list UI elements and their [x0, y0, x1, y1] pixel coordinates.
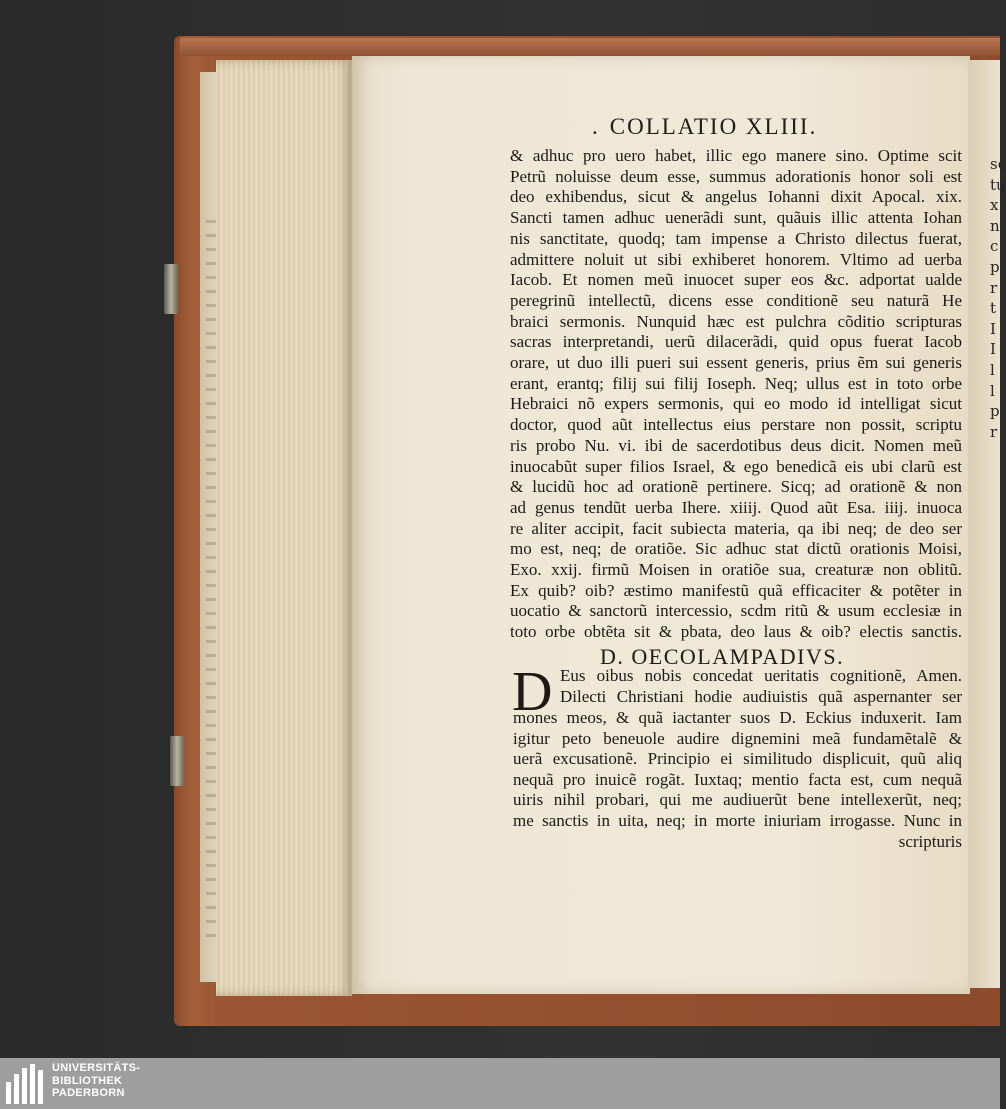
text-line: orare, ut duo illi pueri sui essent generis, prius ẽm sui generis: [510, 353, 962, 373]
text-line: Ex quib? oib? æstimo manifestũ quã efficaciter & potẽter in: [510, 580, 962, 600]
drop-initial: D: [512, 661, 553, 723]
cover-top-edge: [180, 38, 1000, 56]
heading-prefix: .: [592, 114, 600, 139]
library-name-line2: BIBLIOTHEK: [52, 1074, 123, 1087]
text-line: ad genus tendũt uerba Ihere. xiiij. Quod aũt Esa. iiij. inuoca: [510, 497, 962, 517]
text-line: erant, erantq; filij sui filij Ioseph. Neq; ullus est in toto orbe: [510, 373, 962, 393]
text-line: & lucidũ hoc ad orationẽ pertinere. Sicq; ad orationẽ & non: [510, 477, 962, 497]
section-text: [513, 708, 962, 832]
text-line: uocatio & sanctorũ intercessio, scdm ritũ & usum ecclesiæ in: [510, 601, 962, 621]
footer-bar: [0, 1058, 1000, 1109]
next-page-edge: [968, 60, 1006, 988]
text-line: doctor, quod aũt intellectus eius perstare non possit, scriptu: [510, 415, 962, 435]
text-line: Sancti tamen adhuc uenerãdi sunt, quãuis illic attenta Iohan: [510, 208, 962, 228]
heading-text: COLLATIO XLIII.: [609, 114, 818, 139]
section-title: D. OECOLAMPADIVS.: [600, 644, 845, 669]
text-line: igitur peto beneuole audire dignemini meã fundamẽtalẽ &: [513, 728, 962, 748]
clasp-lower-icon: [170, 736, 184, 786]
text-line: re aliter accipit, facit subiecta materia, qa ibi neq; de deo ser: [510, 518, 962, 538]
library-name: [52, 1062, 140, 1100]
text-line: Eus oibus nobis concedat ueritatis cognitionẽ, Amen.: [560, 666, 962, 685]
library-name-line3: PADERBORN: [52, 1087, 125, 1099]
catchword: scripturis: [898, 832, 962, 851]
text-line: Exo. xxij. firmũ Moisen in oratiõe sua, creaturæ non oblitũ.: [510, 560, 962, 580]
clasp-upper-icon: [164, 264, 178, 314]
text-line: Hebraici nõ expers sermonis, qui eo modo id intelligat sicut: [510, 394, 962, 414]
next-page-fragment: sc tu x n c p r t I I l l p r: [990, 155, 1006, 441]
main-text-block: [510, 146, 962, 643]
text-line: peregrinũ intellectũ, dicens esse conditionẽ seu naturã He: [510, 290, 962, 310]
text-line: ris probo Nu. vi. ibi de sacerdotibus deus dicit. Nomen meũ: [510, 435, 962, 455]
text-line: uerã excusationẽ. Principio ei similitudo displicuit, quũ aliq: [513, 749, 962, 769]
text-line: Petrũ noluisse deum esse, summus adorationis honor soli est: [510, 166, 962, 186]
text-line: sacras interpretandi, uerũ dilacerãdi, quid opus fuerat Iacob: [510, 332, 962, 352]
text-line: admittere noluit ut sibi exhiberet honorem. Vltimo ad uerba: [510, 249, 962, 269]
text-line: deo exhibendus, sicut & angelus Iohanni dixit Apocal. xix.: [510, 187, 962, 207]
text-line: nis sanctitate, quodq; tam impense a Christo dilectus fuerat,: [510, 228, 962, 248]
text-line: uiris nihil probari, qui me audiuerũt bene intellexerũt, neq;: [513, 790, 962, 810]
text-line: mones meos, & quã iactanter suos D. Eckius induxerit. Iam: [513, 708, 962, 727]
text-line: inuocabũt super filios Israel, & ego benedicã eis ubi clarũ est: [510, 456, 962, 476]
text-line: braici sermonis. Nunquid hæc est pulchra cõditio scripturas: [510, 311, 962, 331]
text-line: me sanctis in uita, neq; in morte iniuriam irrogasse. Nunc in: [513, 810, 962, 830]
library-name-line1: UNIVERSITÄTS-: [52, 1062, 141, 1074]
text-line: & adhuc pro uero habet, illic ego manere sino. Optime scit: [510, 146, 962, 165]
text-line: Iacob. Et nomen meũ inuocet super eos &c. adportat ualde: [510, 270, 962, 290]
left-page-stack: [216, 60, 352, 996]
text-line: nequã pro inuicẽ rogãt. Iuxtaq; mentio facta est, cum nequã: [513, 769, 962, 789]
section-text-indented: [560, 666, 962, 707]
text-line: toto orbe obtẽta sit & pbata, deo laus & oib? electis sanctis.: [510, 622, 962, 642]
text-line: Dilecti Christiani hodie audiuistis quã aspernanter ser: [560, 686, 962, 706]
text-line: mo est, neq; de oratiõe. Sic adhuc stat dictũ orationis Moisi,: [510, 539, 962, 559]
library-logo-icon: [6, 1064, 46, 1104]
page-heading: [592, 114, 892, 140]
